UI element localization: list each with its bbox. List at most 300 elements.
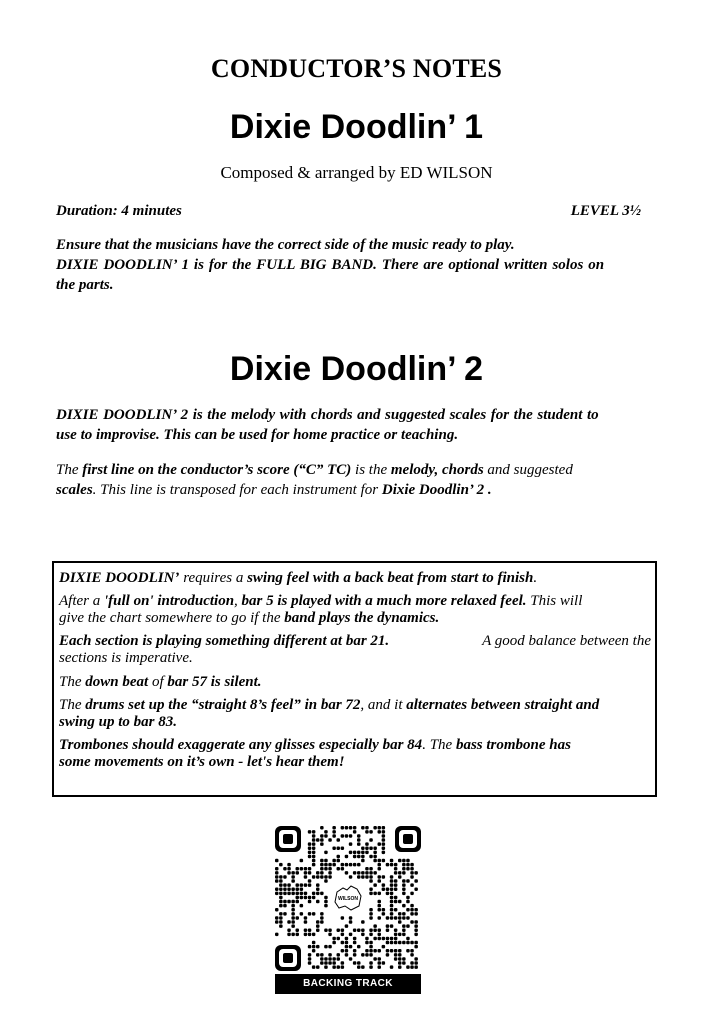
- backing-track-label[interactable]: BACKING TRACK: [275, 974, 421, 994]
- qr-module: [357, 929, 361, 933]
- qr-module: [308, 851, 312, 855]
- qr-module: [369, 949, 373, 953]
- note-line: [59, 610, 651, 627]
- qr-module: [279, 892, 283, 896]
- qr-module: [304, 867, 308, 871]
- qr-module: [275, 933, 279, 937]
- qr-module: [275, 888, 279, 892]
- qr-module: [382, 908, 386, 912]
- qr-module: [345, 855, 349, 859]
- qr-module: [373, 957, 377, 961]
- qr-module: [369, 879, 373, 883]
- qr-module: [373, 871, 377, 875]
- qr-module: [312, 949, 316, 953]
- qr-module: [369, 871, 373, 875]
- qr-module: [353, 949, 357, 953]
- text-run: The: [59, 674, 86, 690]
- text-run: sections is imperative.: [59, 650, 193, 666]
- text-run: The: [56, 462, 83, 478]
- qr-module: [287, 920, 291, 924]
- qr-module: [312, 912, 316, 916]
- qr-module: [312, 896, 316, 900]
- qr-module: [316, 945, 320, 949]
- qr-module: [414, 957, 418, 961]
- qr-module: [410, 908, 414, 912]
- qr-module: [369, 892, 373, 896]
- note-swing-feel: [59, 569, 651, 587]
- qr-module: [308, 957, 312, 961]
- qr-module: [394, 900, 398, 904]
- qr-module: [324, 929, 328, 933]
- qr-module: [275, 867, 279, 871]
- qr-module: [394, 879, 398, 883]
- qr-module: [414, 965, 418, 969]
- qr-module: [296, 867, 300, 871]
- qr-module: [324, 945, 328, 949]
- qr-module: [402, 892, 406, 896]
- qr-module: [324, 904, 328, 908]
- qr-module: [332, 830, 336, 834]
- qr-module: [414, 941, 418, 945]
- qr-module: [369, 933, 373, 937]
- qr-module: [410, 961, 414, 965]
- qr-module: [406, 908, 410, 912]
- qr-module: [308, 929, 312, 933]
- qr-module: [324, 965, 328, 969]
- qr-module: [283, 883, 287, 887]
- qr-module: [390, 937, 394, 941]
- qr-module: [300, 904, 304, 908]
- qr-module: [357, 851, 361, 855]
- qr-module: [312, 892, 316, 896]
- qr-module: [332, 957, 336, 961]
- qr-module: [279, 920, 283, 924]
- qr-module: [287, 892, 291, 896]
- qr-module: [312, 842, 316, 846]
- qr-module: [406, 937, 410, 941]
- qr-module: [291, 920, 295, 924]
- text-run: give the chart somewhere to go if the: [59, 610, 285, 626]
- qr-module: [308, 953, 312, 957]
- qr-module: [406, 879, 410, 883]
- qr-module: [365, 867, 369, 871]
- text-run: down beat: [85, 674, 149, 690]
- qr-module: [406, 916, 410, 920]
- qr-module: [369, 965, 373, 969]
- text-run: first line on the conductor’s score (“C” TC): [82, 462, 352, 478]
- qr-module: [394, 941, 398, 945]
- qr-module: [390, 892, 394, 896]
- qr-module: [394, 867, 398, 871]
- qr-module: [279, 904, 283, 908]
- text-run: requires a: [179, 570, 248, 586]
- qr-module: [316, 900, 320, 904]
- qr-module: [402, 888, 406, 892]
- qr-module: [369, 908, 373, 912]
- qr-module: [345, 871, 349, 875]
- qr-module: [275, 859, 279, 863]
- qr-module: [382, 851, 386, 855]
- qr-module: [320, 912, 324, 916]
- qr-module: [345, 953, 349, 957]
- qr-module: [287, 888, 291, 892]
- score-note-line: [56, 480, 660, 500]
- qr-module: [275, 871, 279, 875]
- qr-module: [345, 945, 349, 949]
- qr-module: [361, 851, 365, 855]
- qr-module: [279, 912, 283, 916]
- qr-module: [394, 953, 398, 957]
- qr-module: [328, 957, 332, 961]
- qr-module: [320, 920, 324, 924]
- qr-module: [410, 904, 414, 908]
- qr-module: [386, 892, 390, 896]
- backing-track-qr-code[interactable]: [275, 826, 421, 971]
- qr-module: [283, 888, 287, 892]
- qr-module: [361, 826, 365, 830]
- qr-module: [308, 961, 312, 965]
- qr-module: [390, 924, 394, 928]
- qr-module: [378, 867, 382, 871]
- qr-logo-text: WILSON: [338, 896, 358, 902]
- text-run: is the: [351, 462, 391, 478]
- qr-module: [394, 929, 398, 933]
- qr-module: [328, 867, 332, 871]
- qr-module: [328, 929, 332, 933]
- qr-module: [378, 826, 382, 830]
- qr-module: [287, 929, 291, 933]
- qr-module: [349, 920, 353, 924]
- qr-module: [386, 924, 390, 928]
- qr-module: [312, 851, 316, 855]
- qr-module: [378, 830, 382, 834]
- qr-module: [275, 908, 279, 912]
- qr-module: [410, 949, 414, 953]
- qr-module: [353, 961, 357, 965]
- qr-module: [361, 871, 365, 875]
- qr-module: [369, 941, 373, 945]
- qr-module: [402, 916, 406, 920]
- qr-module: [337, 847, 341, 851]
- qr-module: [394, 896, 398, 900]
- qr-module: [398, 912, 402, 916]
- qr-module: [324, 879, 328, 883]
- qr-module: [332, 937, 336, 941]
- qr-module: [373, 847, 377, 851]
- qr-module: [382, 945, 386, 949]
- qr-module: [296, 929, 300, 933]
- qr-module: [308, 933, 312, 937]
- qr-module: [345, 863, 349, 867]
- qr-module: [398, 965, 402, 969]
- qr-module: [406, 965, 410, 969]
- qr-module: [337, 929, 341, 933]
- qr-module: [275, 916, 279, 920]
- qr-module: [373, 929, 377, 933]
- qr-module: [373, 892, 377, 896]
- qr-module: [349, 957, 353, 961]
- qr-module: [394, 957, 398, 961]
- qr-module: [386, 888, 390, 892]
- qr-module: [349, 875, 353, 879]
- qr-module: [324, 851, 328, 855]
- qr-module: [304, 883, 308, 887]
- qr-module: [300, 892, 304, 896]
- qr-module: [324, 900, 328, 904]
- qr-module: [394, 883, 398, 887]
- qr-module: [373, 937, 377, 941]
- text-run: of: [148, 674, 168, 690]
- qr-module: [402, 924, 406, 928]
- qr-module: [275, 875, 279, 879]
- duration-label: Duration: 4 minutes: [56, 203, 182, 219]
- qr-module: [378, 875, 382, 879]
- qr-module: [357, 965, 361, 969]
- qr-module: [287, 883, 291, 887]
- qr-module: [328, 953, 332, 957]
- qr-module: [361, 920, 365, 924]
- qr-module: [320, 916, 324, 920]
- qr-module: [341, 863, 345, 867]
- qr-module: [414, 908, 418, 912]
- qr-module: [402, 912, 406, 916]
- qr-module: [378, 859, 382, 863]
- qr-module: [345, 949, 349, 953]
- qr-module: [386, 937, 390, 941]
- qr-module: [308, 879, 312, 883]
- qr-module: [283, 892, 287, 896]
- qr-module: [349, 916, 353, 920]
- text-run: bar 57 is silent.: [167, 674, 262, 690]
- qr-module: [373, 859, 377, 863]
- qr-module: [357, 875, 361, 879]
- qr-module: [378, 916, 382, 920]
- text-run: A good balance between the: [482, 633, 651, 649]
- qr-module: [341, 961, 345, 965]
- qr-module: [279, 916, 283, 920]
- qr-module: [300, 912, 304, 916]
- qr-module: [406, 924, 410, 928]
- qr-module: [369, 855, 373, 859]
- qr-module: [390, 941, 394, 945]
- text-run: bass trombone has: [455, 737, 571, 753]
- qr-module: [337, 953, 341, 957]
- qr-module: [332, 826, 336, 830]
- qr-module: [291, 900, 295, 904]
- qr-module: [402, 867, 406, 871]
- qr-module: [320, 867, 324, 871]
- qr-module: [406, 867, 410, 871]
- text-run: and suggested: [483, 462, 573, 478]
- qr-module: [361, 929, 365, 933]
- qr-module: [357, 842, 361, 846]
- qr-module: [398, 875, 402, 879]
- qr-module: [382, 859, 386, 863]
- qr-module: [308, 842, 312, 846]
- qr-module: [414, 933, 418, 937]
- qr-module: [390, 949, 394, 953]
- section2-score-note: [56, 460, 660, 500]
- qr-module: [320, 826, 324, 830]
- qr-module: [402, 929, 406, 933]
- qr-module: [308, 871, 312, 875]
- qr-module: [324, 830, 328, 834]
- qr-module: [291, 933, 295, 937]
- qr-module: [316, 883, 320, 887]
- qr-module: [296, 883, 300, 887]
- qr-module: [312, 847, 316, 851]
- qr-module: [324, 867, 328, 871]
- text-run: Each section is playing something different at bar 21.: [59, 633, 390, 649]
- qr-module: [324, 863, 328, 867]
- qr-module: [410, 871, 414, 875]
- qr-module: [390, 879, 394, 883]
- qr-module: [361, 965, 365, 969]
- qr-module: [353, 826, 357, 830]
- qr-module: [386, 941, 390, 945]
- qr-module: [365, 826, 369, 830]
- qr-module: [390, 965, 394, 969]
- qr-module: [332, 863, 336, 867]
- qr-module: [279, 883, 283, 887]
- qr-module: [291, 892, 295, 896]
- qr-module: [414, 879, 418, 883]
- qr-module: [369, 830, 373, 834]
- qr-module: [390, 896, 394, 900]
- qr-module: [406, 949, 410, 953]
- qr-module: [304, 875, 308, 879]
- qr-module: [365, 847, 369, 851]
- text-run: swing feel with a back beat from start to finish: [247, 570, 534, 586]
- qr-module: [296, 933, 300, 937]
- qr-module: [373, 883, 377, 887]
- qr-module: [373, 851, 377, 855]
- text-run: ,: [234, 593, 242, 609]
- title-dixie-doodlin-2: Dixie Doodlin’ 2: [229, 350, 484, 388]
- qr-module: [312, 838, 316, 842]
- section1-line: DIXIE DOODLIN’ 1 is for the FULL BIG BAND. There are optional written solos on: [56, 257, 605, 273]
- qr-module: [279, 888, 283, 892]
- qr-module: [357, 961, 361, 965]
- qr-module: [308, 883, 312, 887]
- qr-module: [394, 863, 398, 867]
- qr-module: [402, 879, 406, 883]
- qr-module: [296, 871, 300, 875]
- qr-module: [365, 953, 369, 957]
- qr-module: [296, 888, 300, 892]
- text-run: scales: [56, 482, 93, 498]
- section1-line: Ensure that the musicians have the correct side of the music ready to play.: [56, 237, 515, 253]
- qr-module: [291, 875, 295, 879]
- qr-module: [291, 888, 295, 892]
- qr-module: [287, 867, 291, 871]
- qr-module: [287, 863, 291, 867]
- qr-module: [308, 830, 312, 834]
- qr-module: [328, 933, 332, 937]
- qr-module: [357, 855, 361, 859]
- qr-module: [414, 871, 418, 875]
- text-run: DIXIE DOODLIN’: [59, 570, 180, 586]
- qr-module: [279, 875, 283, 879]
- note-line: [59, 650, 651, 667]
- qr-module: [365, 842, 369, 846]
- note-line: [59, 754, 651, 771]
- qr-module: [320, 961, 324, 965]
- qr-module: [369, 847, 373, 851]
- qr-module: [361, 933, 365, 937]
- qr-module: [357, 838, 361, 842]
- qr-module: [304, 892, 308, 896]
- text-run: This will: [526, 593, 583, 609]
- qr-module: [361, 847, 365, 851]
- qr-module: [349, 863, 353, 867]
- qr-module: [341, 949, 345, 953]
- qr-module: [308, 945, 312, 949]
- qr-module: [398, 957, 402, 961]
- qr-module: [365, 949, 369, 953]
- qr-module: [283, 912, 287, 916]
- qr-module: [279, 863, 283, 867]
- qr-module: [341, 916, 345, 920]
- qr-module: [320, 875, 324, 879]
- qr-module: [361, 953, 365, 957]
- qr-module: [324, 834, 328, 838]
- qr-module: [414, 912, 418, 916]
- note-line: [59, 714, 651, 731]
- qr-module: [406, 896, 410, 900]
- qr-module: [345, 826, 349, 830]
- qr-module: [312, 965, 316, 969]
- qr-module: [312, 863, 316, 867]
- qr-module: [410, 875, 414, 879]
- qr-module: [320, 838, 324, 842]
- qr-module: [300, 883, 304, 887]
- text-run: Dixie Doodlin’ 2 .: [381, 482, 492, 498]
- qr-module: [341, 933, 345, 937]
- qr-module: [283, 867, 287, 871]
- qr-module: [332, 847, 336, 851]
- qr-module: [378, 879, 382, 883]
- qr-module: [373, 949, 377, 953]
- qr-module: [300, 867, 304, 871]
- text-run: , and it: [360, 697, 407, 713]
- qr-module: [382, 834, 386, 838]
- qr-module: [369, 838, 373, 842]
- qr-module: [390, 888, 394, 892]
- qr-module: [361, 859, 365, 863]
- text-run: .: [533, 570, 538, 586]
- qr-module: [390, 900, 394, 904]
- qr-module: [328, 863, 332, 867]
- qr-module: [341, 965, 345, 969]
- qr-module: [398, 961, 402, 965]
- qr-module: [304, 929, 308, 933]
- qr-module: [369, 961, 373, 965]
- note-line: [59, 737, 651, 754]
- qr-module: [324, 859, 328, 863]
- qr-finder-top-right: [395, 826, 421, 852]
- qr-module: [402, 883, 406, 887]
- qr-module: [365, 871, 369, 875]
- qr-module: [287, 871, 291, 875]
- section1-line: the parts.: [56, 277, 114, 293]
- qr-module: [353, 871, 357, 875]
- qr-module: [320, 834, 324, 838]
- qr-module: [328, 945, 332, 949]
- qr-module: [291, 871, 295, 875]
- qr-module: [398, 859, 402, 863]
- qr-module: [394, 888, 398, 892]
